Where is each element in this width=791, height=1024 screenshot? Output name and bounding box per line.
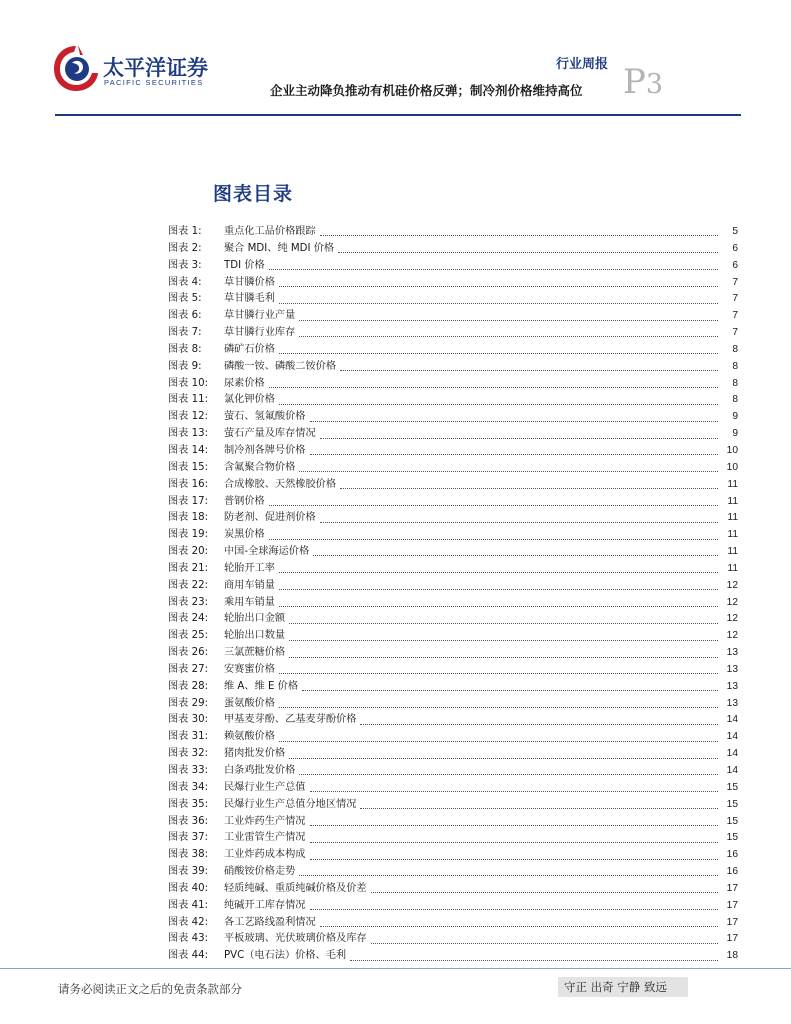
toc-entry-title: 白条鸡批发价格 bbox=[224, 765, 296, 776]
footer-motto: 守正 出奇 宁静 致远 bbox=[558, 977, 688, 997]
toc-entry-page: 11 bbox=[727, 495, 738, 507]
toc-entry-title: 中国-全球海运价格 bbox=[224, 546, 310, 558]
toc-entry-page: 7 bbox=[732, 310, 738, 322]
toc-entry-page: 9 bbox=[732, 428, 738, 440]
toc-entry-title: 磷矿石价格 bbox=[224, 343, 275, 355]
toc-entry-title: 合成橡胶、天然橡胶价格 bbox=[224, 478, 337, 490]
toc-entry[interactable] bbox=[168, 477, 738, 494]
toc-entry-title: 维 A、维 E 价格 bbox=[224, 680, 299, 692]
toc-entry-title: 工业炸药成本构成 bbox=[224, 849, 306, 861]
toc-entry-title: 轮胎出口金额 bbox=[224, 613, 286, 625]
toc-leader-dots bbox=[310, 859, 719, 860]
toc-entry-label: 图表 25: bbox=[168, 630, 209, 642]
report-title: 企业主动降负推动有机硅价格反弹；制冷剂价格维持高位 bbox=[270, 83, 583, 98]
toc-entry-page: 12 bbox=[726, 613, 738, 625]
toc-entry-label: 图表 31: bbox=[168, 731, 209, 743]
toc-entry[interactable] bbox=[168, 241, 738, 258]
toc-entry-title: 轮胎开工率 bbox=[224, 562, 275, 574]
toc-entry-title: 磷酸一铵、磷酸二铵价格 bbox=[224, 360, 337, 372]
toc-entry-page: 16 bbox=[726, 849, 738, 861]
toc-leader-dots bbox=[269, 539, 718, 540]
toc-entry[interactable] bbox=[168, 679, 738, 696]
toc-leader-dots bbox=[371, 943, 718, 944]
toc-entry-label: 图表 24: bbox=[168, 613, 209, 625]
toc-entry[interactable] bbox=[168, 308, 738, 325]
toc-entry-title: 蛋氨酸价格 bbox=[224, 697, 275, 709]
toc-entry-title: 赖氨酸价格 bbox=[224, 731, 275, 743]
toc-entry[interactable] bbox=[168, 797, 738, 814]
toc-entry-title: 萤石产量及库存情况 bbox=[224, 428, 316, 440]
toc-entry-title: 纯碱开工库存情况 bbox=[224, 899, 306, 911]
toc-entry-label: 图表 40: bbox=[168, 882, 209, 894]
toc-entry-label: 图表 2: bbox=[168, 242, 202, 254]
toc-entry[interactable] bbox=[168, 527, 738, 544]
toc-entry-title: 草甘膦行业库存 bbox=[224, 327, 296, 339]
toc-entry-label: 图表 33: bbox=[168, 765, 209, 776]
page-number bbox=[623, 62, 663, 105]
toc-leader-dots bbox=[310, 454, 719, 455]
toc-leader-dots bbox=[320, 438, 718, 439]
toc-entry-page: 10 bbox=[726, 461, 738, 473]
toc-entry-title: 尿素价格 bbox=[224, 377, 265, 389]
toc-leader-dots bbox=[289, 758, 718, 759]
toc-entry-label: 图表 43: bbox=[168, 933, 209, 945]
toc-entry[interactable] bbox=[168, 291, 738, 308]
toc-entry-title: 各工艺路线盈利情况 bbox=[224, 916, 316, 928]
toc-entry-label: 图表 18: bbox=[168, 512, 209, 524]
toc-entry-page: 14 bbox=[726, 748, 738, 760]
toc-entry[interactable] bbox=[168, 460, 738, 477]
toc-entry-label: 图表 38: bbox=[168, 849, 209, 861]
toc-leader-dots bbox=[279, 589, 718, 590]
toc-entry[interactable] bbox=[168, 258, 738, 275]
toc-leader-dots bbox=[269, 505, 718, 506]
toc-leader-dots bbox=[371, 892, 718, 893]
toc-entry-label: 图表 26: bbox=[168, 647, 209, 659]
toc-entry-page: 6 bbox=[732, 242, 738, 254]
toc-entry-page: 11 bbox=[727, 478, 738, 490]
toc-entry-label: 图表 22: bbox=[168, 579, 209, 591]
toc-entry-title: 聚合 MDI、纯 MDI 价格 bbox=[224, 242, 335, 254]
toc-entry-label: 图表 41: bbox=[168, 899, 209, 911]
toc-leader-dots bbox=[310, 842, 719, 843]
toc-entry-label: 图表 6: bbox=[168, 310, 202, 322]
toc-entry-page: 12 bbox=[726, 596, 738, 608]
toc-entry[interactable] bbox=[168, 662, 738, 679]
toc-leader-dots bbox=[360, 808, 718, 809]
toc-entry-page: 15 bbox=[726, 781, 738, 793]
toc-entry-label: 图表 19: bbox=[168, 529, 209, 541]
toc-entry-title: 制冷剂各牌号价格 bbox=[224, 444, 306, 456]
toc-entry-page: 7 bbox=[732, 327, 738, 339]
toc-leader-dots bbox=[302, 690, 718, 691]
toc-entry-page: 14 bbox=[726, 714, 738, 726]
toc-entry[interactable] bbox=[168, 342, 738, 359]
toc-leader-dots bbox=[313, 555, 718, 556]
toc-entry-page: 11 bbox=[727, 562, 738, 574]
toc-entry-page: 8 bbox=[732, 343, 738, 355]
toc-entry-page: 11 bbox=[727, 529, 738, 541]
toc-leader-dots bbox=[279, 404, 718, 405]
toc-entry-label: 图表 4: bbox=[168, 276, 202, 288]
toc-entry-label: 图表 32: bbox=[168, 748, 209, 760]
toc-list bbox=[168, 224, 738, 965]
toc-entry-title: 猪肉批发价格 bbox=[224, 748, 286, 760]
toc-entry[interactable] bbox=[168, 780, 738, 797]
toc-entry-label: 图表 15: bbox=[168, 461, 209, 473]
toc-entry-label: 图表 29: bbox=[168, 697, 209, 709]
toc-entry[interactable] bbox=[168, 611, 738, 628]
toc-entry[interactable] bbox=[168, 561, 738, 578]
toc-entry[interactable] bbox=[168, 898, 738, 915]
toc-entry[interactable] bbox=[168, 814, 738, 831]
toc-entry[interactable] bbox=[168, 494, 738, 511]
toc-entry[interactable] bbox=[168, 359, 738, 376]
toc-entry-label: 图表 42: bbox=[168, 916, 209, 928]
toc-leader-dots bbox=[269, 387, 718, 388]
toc-entry-page: 10 bbox=[726, 444, 738, 456]
toc-leader-dots bbox=[299, 471, 718, 472]
toc-entry-title: 三氯蔗糖价格 bbox=[224, 647, 286, 659]
toc-entry-label: 图表 3: bbox=[168, 259, 202, 271]
toc-entry[interactable] bbox=[168, 645, 738, 662]
toc-entry-label: 图表 1: bbox=[168, 226, 202, 237]
toc-entry-title: 萤石、氢氟酸价格 bbox=[224, 411, 306, 423]
toc-entry-title: 乘用车销量 bbox=[224, 596, 275, 608]
toc-entry[interactable] bbox=[168, 510, 738, 527]
toc-entry-label: 图表 7: bbox=[168, 327, 202, 339]
toc-entry-title: 普钢价格 bbox=[224, 495, 265, 507]
toc-entry-label: 图表 35: bbox=[168, 798, 209, 810]
toc-entry-label: 图表 10: bbox=[168, 377, 209, 389]
toc-entry[interactable] bbox=[168, 595, 738, 612]
toc-entry-title: 平板玻璃、光伏玻璃价格及库存 bbox=[224, 933, 367, 945]
toc-entry-page: 17 bbox=[726, 916, 738, 928]
toc-entry-label: 图表 12: bbox=[168, 411, 209, 423]
toc-leader-dots bbox=[279, 353, 718, 354]
toc-entry-title: 草甘膦毛利 bbox=[224, 293, 275, 305]
toc-entry-label: 图表 37: bbox=[168, 832, 209, 844]
toc-entry[interactable] bbox=[168, 443, 738, 460]
toc-entry-label: 图表 17: bbox=[168, 495, 209, 507]
toc-entry-title: 草甘膦行业产量 bbox=[224, 310, 296, 322]
toc-entry-title: 民爆行业生产总值 bbox=[224, 781, 306, 793]
toc-leader-dots bbox=[320, 522, 718, 523]
toc-entry-label: 图表 21: bbox=[168, 562, 209, 574]
toc-leader-dots bbox=[299, 336, 718, 337]
toc-entry-page: 7 bbox=[732, 293, 738, 305]
toc-entry-title: 轻质纯碱、重质纯碱价格及价差 bbox=[224, 882, 367, 894]
toc-entry-title: 甲基麦芽酚、乙基麦芽酚价格 bbox=[224, 714, 357, 726]
toc-entry-label: 图表 30: bbox=[168, 714, 209, 726]
toc-leader-dots bbox=[320, 235, 718, 236]
toc-entry[interactable] bbox=[168, 275, 738, 292]
toc-entry-title: 民爆行业生产总值分地区情况 bbox=[224, 798, 357, 810]
toc-entry-page: 13 bbox=[726, 663, 738, 675]
toc-entry-title: 安赛蜜价格 bbox=[224, 663, 275, 675]
toc-entry-title: PVC（电石法）价格、毛利 bbox=[224, 950, 347, 962]
toc-entry-title: 商用车销量 bbox=[224, 579, 275, 591]
toc-leader-dots bbox=[289, 640, 718, 641]
toc-entry[interactable] bbox=[168, 578, 738, 595]
toc-entry-label: 图表 20: bbox=[168, 546, 209, 558]
toc-entry[interactable] bbox=[168, 376, 738, 393]
toc-entry[interactable] bbox=[168, 881, 738, 898]
toc-entry-label: 图表 36: bbox=[168, 815, 209, 827]
toc-entry-page: 15 bbox=[726, 832, 738, 844]
toc-leader-dots bbox=[279, 303, 718, 304]
toc-entry-label: 图表 9: bbox=[168, 360, 202, 372]
footer-disclaimer: 请务必阅读正文之后的免责条款部分 bbox=[58, 982, 242, 996]
toc-entry[interactable] bbox=[168, 763, 738, 780]
toc-entry[interactable] bbox=[168, 915, 738, 932]
toc-entry-title: 炭黑价格 bbox=[224, 529, 265, 541]
toc-leader-dots bbox=[310, 421, 719, 422]
toc-entry-title: 轮胎出口数量 bbox=[224, 630, 286, 642]
toc-entry-title: 重点化工品价格跟踪 bbox=[224, 226, 316, 237]
toc-entry-title: 草甘膦价格 bbox=[224, 276, 275, 288]
toc-entry-page: 16 bbox=[726, 866, 738, 878]
toc-entry-label: 图表 44: bbox=[168, 950, 209, 962]
toc-entry-page: 12 bbox=[726, 579, 738, 591]
toc-leader-dots bbox=[338, 252, 718, 253]
toc-entry[interactable] bbox=[168, 325, 738, 342]
toc-entry-label: 图表 16: bbox=[168, 478, 209, 490]
toc-entry[interactable] bbox=[168, 746, 738, 763]
toc-leader-dots bbox=[279, 606, 718, 607]
header-divider bbox=[55, 114, 741, 116]
toc-entry-label: 图表 34: bbox=[168, 781, 209, 793]
logo-emblem-icon bbox=[52, 43, 100, 93]
toc-entry-page: 14 bbox=[726, 731, 738, 743]
toc-leader-dots bbox=[299, 774, 718, 775]
toc-leader-dots bbox=[279, 572, 718, 573]
toc-entry-page: 11 bbox=[727, 546, 738, 558]
toc-leader-dots bbox=[340, 370, 718, 371]
toc-entry-page: 15 bbox=[726, 815, 738, 827]
toc-leader-dots bbox=[289, 657, 718, 658]
toc-leader-dots bbox=[289, 623, 718, 624]
toc-entry[interactable] bbox=[168, 948, 738, 965]
toc-entry-page: 7 bbox=[732, 276, 738, 288]
toc-entry[interactable] bbox=[168, 830, 738, 847]
toc-leader-dots bbox=[320, 926, 718, 927]
toc-entry-page: 17 bbox=[726, 882, 738, 894]
toc-leader-dots bbox=[299, 320, 718, 321]
toc-leader-dots bbox=[299, 875, 718, 876]
toc-leader-dots bbox=[310, 909, 719, 910]
toc-entry-label: 图表 11: bbox=[168, 394, 209, 406]
toc-entry-label: 图表 28: bbox=[168, 680, 209, 692]
page-number-value: 3 bbox=[645, 69, 664, 100]
toc-entry-label: 图表 39: bbox=[168, 866, 209, 878]
company-logo bbox=[52, 43, 242, 93]
toc-entry[interactable] bbox=[168, 392, 738, 409]
toc-leader-dots bbox=[279, 741, 718, 742]
toc-leader-dots bbox=[350, 960, 718, 961]
toc-entry-label: 图表 5: bbox=[168, 293, 202, 305]
toc-entry[interactable] bbox=[168, 931, 738, 948]
toc-leader-dots bbox=[360, 724, 718, 725]
toc-entry-page: 11 bbox=[727, 512, 738, 524]
toc-entry[interactable] bbox=[168, 426, 738, 443]
toc-leader-dots bbox=[310, 825, 719, 826]
toc-entry-label: 图表 14: bbox=[168, 444, 209, 456]
toc-entry-page: 12 bbox=[726, 630, 738, 642]
toc-entry-page: 9 bbox=[732, 411, 738, 423]
toc-entry-page: 17 bbox=[726, 899, 738, 911]
toc-entry-title: 工业雷管生产情况 bbox=[224, 832, 306, 844]
toc-leader-dots bbox=[279, 707, 718, 708]
toc-entry[interactable] bbox=[168, 864, 738, 881]
toc-leader-dots bbox=[310, 791, 719, 792]
toc-entry-title: 氯化钾价格 bbox=[224, 394, 275, 406]
toc-entry-page: 13 bbox=[726, 697, 738, 709]
logo-chinese-name: 太平洋证券 bbox=[103, 56, 208, 80]
toc-entry-title: 防老剂、促进剂价格 bbox=[224, 512, 316, 524]
toc-entry-title: 硝酸铵价格走势 bbox=[224, 866, 296, 878]
toc-entry-label: 图表 23: bbox=[168, 596, 209, 608]
toc-entry-label: 图表 27: bbox=[168, 663, 209, 675]
toc-entry[interactable] bbox=[168, 712, 738, 729]
toc-entry[interactable] bbox=[168, 628, 738, 645]
toc-entry-page: 14 bbox=[726, 765, 738, 776]
footer-divider bbox=[0, 968, 791, 969]
toc-entry-page: 18 bbox=[726, 950, 738, 962]
toc-entry-label: 图表 13: bbox=[168, 428, 209, 440]
toc-entry-page: 6 bbox=[732, 259, 738, 271]
toc-heading: 图表目录 bbox=[213, 183, 294, 205]
toc-entry-page: 8 bbox=[732, 360, 738, 372]
toc-entry[interactable] bbox=[168, 729, 738, 746]
toc-entry-page: 15 bbox=[726, 798, 738, 810]
toc-entry[interactable] bbox=[168, 696, 738, 713]
toc-entry-page: 5 bbox=[732, 226, 738, 237]
report-type: 行业周报 bbox=[556, 57, 609, 72]
toc-entry[interactable] bbox=[168, 409, 738, 426]
toc-leader-dots bbox=[269, 269, 718, 270]
toc-entry-title: 含氟聚合物价格 bbox=[224, 461, 296, 473]
toc-entry[interactable] bbox=[168, 224, 738, 241]
toc-entry-page: 13 bbox=[726, 680, 738, 692]
logo-english-name: PACIFIC SECURITIES bbox=[104, 78, 204, 87]
toc-leader-dots bbox=[340, 488, 718, 489]
toc-leader-dots bbox=[279, 286, 718, 287]
toc-entry-page: 13 bbox=[726, 647, 738, 659]
toc-entry-page: 8 bbox=[732, 377, 738, 389]
toc-leader-dots bbox=[279, 673, 718, 674]
page-number-letter: P bbox=[623, 62, 646, 102]
toc-entry[interactable] bbox=[168, 847, 738, 864]
toc-entry-title: 工业炸药生产情况 bbox=[224, 815, 306, 827]
toc-entry-label: 图表 8: bbox=[168, 343, 202, 355]
toc-entry-page: 17 bbox=[726, 933, 738, 945]
toc-entry[interactable] bbox=[168, 544, 738, 561]
toc-entry-title: TDI 价格 bbox=[224, 259, 265, 271]
toc-entry-page: 8 bbox=[732, 394, 738, 406]
